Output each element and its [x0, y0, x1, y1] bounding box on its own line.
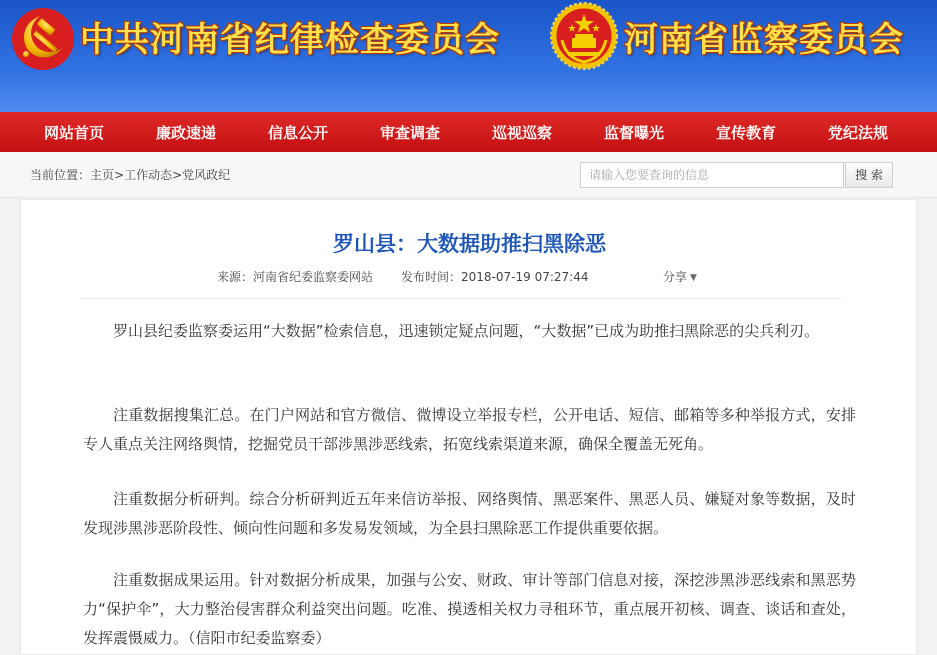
nav-item-regulations[interactable]: 党纪法规 [827, 123, 888, 142]
share-button[interactable] [663, 268, 697, 285]
nav-item-integrity-news[interactable]: 廉政速递 [155, 123, 216, 142]
nav-item-inspection[interactable]: 巡视巡察 [491, 123, 552, 142]
banner-glow [0, 70, 937, 112]
nav-item-exposure[interactable]: 监督曝光 [603, 123, 664, 142]
article-title: 罗山县：大数据助推扫黑除恶 [333, 232, 606, 256]
banner-title-commission: 中共河南省纪律检查委员会 [80, 20, 500, 60]
nav-item-info-disclosure[interactable]: 信息公开 [267, 123, 328, 142]
article-paragraph: 注重数据成果运用。针对数据分析成果，加强与公安、财政、审计等部门信息对接，深挖涉黑涉恶线索和黑恶势力“保护伞”，大力整治侵害群众利益突出问题。吃准、摸透相关权力寻租环节，重点展开初核、调查、谈话和查处，发挥震慑威力。（信阳市纪委监察委） [83, 571, 856, 647]
party-emblem-icon [10, 6, 76, 72]
article-meta [217, 268, 588, 285]
breadcrumb-prefix: 当前位置： [30, 168, 91, 182]
article-paragraph: 注重数据分析研判。综合分析研判近五年来信访举报、网络舆情、黑恶案件、黑恶人员、嫌疑对象等数据，及时发现涉黑涉恶阶段性、倾向性问题和多发易发领域，为全县扫黑除恶工作提供重要依据。 [83, 490, 856, 537]
meta-divider [81, 298, 841, 299]
banner-title-supervision: 河南省监察委员会 [624, 20, 904, 60]
search-button[interactable]: 搜 索 [845, 162, 893, 188]
article-paragraph: 罗山县纪委监察委运用“大数据”检索信息，迅速锁定疑点问题，“大数据”已成为助推扫黑除恶的尖兵利刃。 [113, 322, 820, 340]
article-paragraph: 注重数据搜集汇总。在门户网站和官方微信、微博设立举报专栏，公开电话、短信、邮箱等多种举报方式，安排专人重点关注网络舆情，挖掘党员干部涉黑涉恶线索，拓宽线索渠道来源，确保全覆盖无死角。 [83, 406, 856, 453]
breadcrumb-bar [0, 152, 937, 198]
national-emblem-icon [548, 0, 620, 72]
breadcrumb-path[interactable]: 主页>工作动态>党风政纪 [90, 168, 231, 182]
site-header-banner [0, 0, 937, 112]
search-input[interactable] [580, 162, 844, 188]
article-publish-time: 发布时间：2018-07-19 07:27:44 [401, 270, 589, 284]
main-nav [0, 112, 937, 152]
nav-item-investigation[interactable]: 审查调查 [379, 123, 440, 142]
nav-item-education[interactable]: 宣传教育 [715, 123, 776, 142]
nav-item-home[interactable]: 网站首页 [43, 123, 104, 142]
chevron-down-icon: ▼ [690, 273, 697, 283]
share-label: 分享 [663, 270, 688, 284]
article-panel [20, 199, 917, 655]
article-source: 来源：河南省纪委监察委网站 [217, 270, 374, 284]
breadcrumb [30, 166, 230, 183]
